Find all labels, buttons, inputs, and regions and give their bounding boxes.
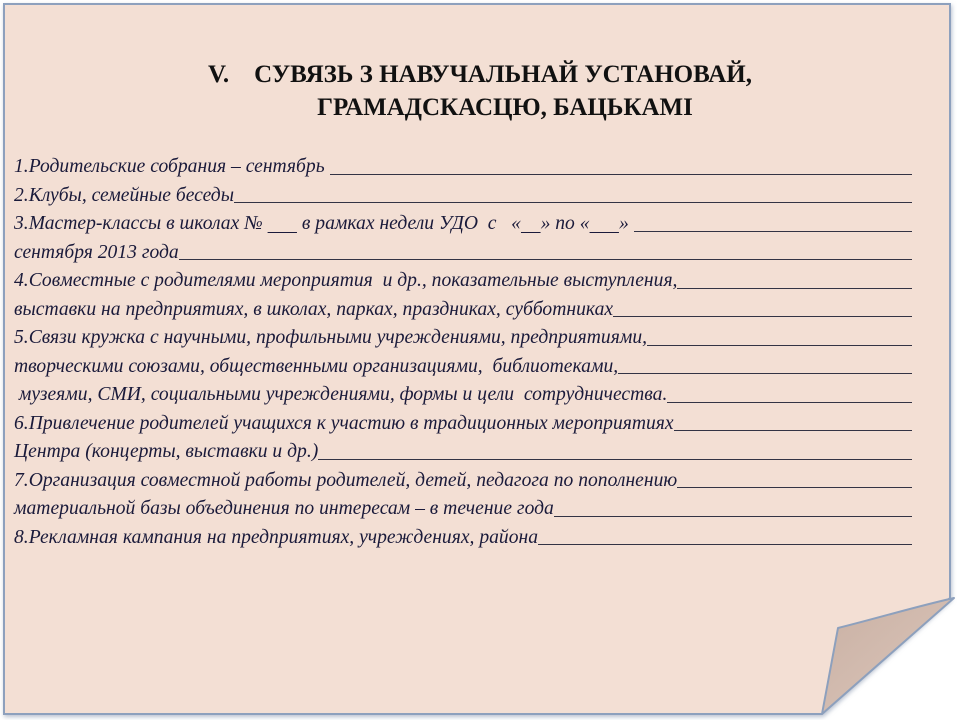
date-to-blank — [590, 210, 619, 239]
fill-in-blank — [677, 288, 912, 289]
line-text: » — [618, 213, 634, 234]
line-text: 8.Рекламная кампания на предприятиях, учреждениях, района — [14, 526, 539, 548]
list-line — [14, 324, 924, 353]
fill-in-blank — [677, 487, 912, 488]
list-line — [14, 267, 924, 296]
fill-in-blank — [674, 430, 912, 431]
fill-in-blank — [234, 202, 912, 203]
date-from-blank — [521, 210, 541, 239]
line-text: музеями, СМИ, социальными учреждениями, формы и цели сотрудничества. — [14, 384, 668, 405]
line-text: Центра (концерты, выставки и др.) — [14, 441, 319, 462]
line-text: 4.Совместные с родителями мероприятия и др., показательные выступления, — [14, 270, 678, 291]
line-text: творческими союзами, общественными организациями, библиотеками, — [14, 355, 619, 377]
title-line-1: V. СУВЯЗЬ З НАВУЧАЛЬНАЙ УСТАНОВАЙ, — [208, 61, 752, 88]
line-text: выставки на предприятиях, в школах, парках, праздниках, субботниках — [14, 298, 614, 320]
list-line — [14, 438, 924, 467]
line-text: сентября 2013 года — [14, 241, 179, 263]
line-text: 7.Организация совместной работы родителей, детей, педагога по пополнению — [14, 469, 678, 491]
list-line — [14, 296, 924, 325]
fill-in-blank — [618, 373, 912, 374]
fill-in-blank — [538, 544, 912, 545]
line-text: материальной базы объединения по интересам – в течение года — [14, 498, 554, 519]
list-line — [14, 182, 924, 211]
fill-in-blank — [330, 174, 912, 175]
list-line — [14, 467, 924, 496]
line-text: 5.Связи кружка с научными, профильными учреждениями, предприятиями, — [14, 327, 648, 348]
fill-in-blank — [613, 316, 912, 317]
fill-in-blank — [554, 516, 912, 517]
list-line — [14, 153, 924, 182]
list-line — [14, 524, 924, 553]
line-text: 2.Клубы, семейные беседы — [14, 184, 234, 206]
list-line — [14, 353, 924, 382]
fill-in-blank — [179, 259, 912, 260]
school-number-blank — [268, 210, 297, 239]
item-list — [14, 153, 924, 552]
line-text: » по « — [540, 213, 590, 234]
line-text: 3.Мастер-классы в школах № — [14, 213, 268, 234]
line-text: в рамках недели УДО с « — [296, 213, 521, 234]
fill-in-blank — [634, 231, 912, 232]
list-line — [14, 239, 924, 268]
title-line-2: ГРАМАДСКАСЦЮ, БАЦЬКАМІ — [317, 94, 693, 121]
line-text: 1.Родительские собрания – сентябрь — [14, 156, 330, 177]
line-text: 6.Привлечение родителей учащихся к участию в традиционных мероприятиях — [14, 412, 674, 434]
list-line — [14, 495, 924, 524]
fill-in-blank — [647, 345, 912, 346]
fill-in-blank — [318, 459, 912, 460]
section-title — [0, 58, 960, 124]
list-line — [14, 210, 924, 239]
list-line — [14, 410, 924, 439]
fill-in-blank — [667, 402, 912, 403]
list-line — [14, 381, 924, 410]
